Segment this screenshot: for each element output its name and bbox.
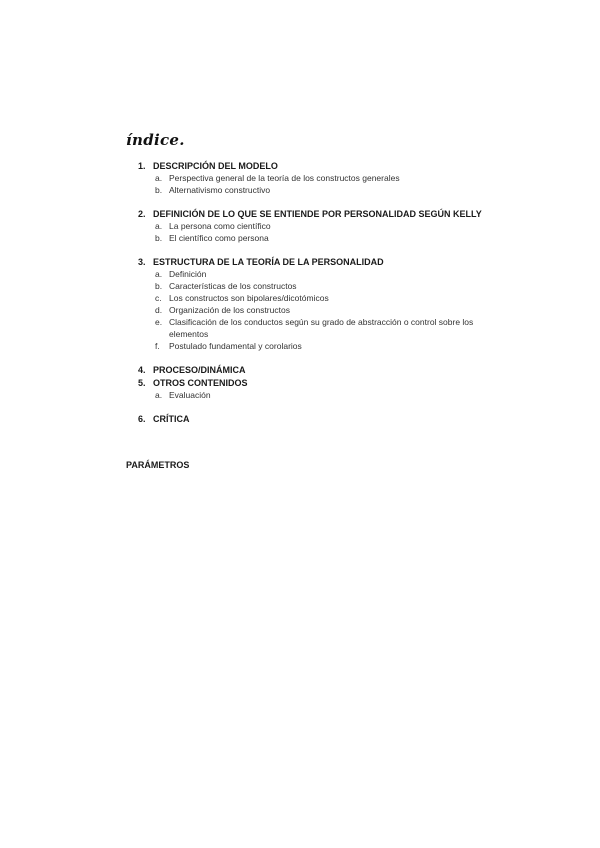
list-item [155, 292, 488, 304]
list-item [155, 304, 488, 316]
section-number: 5. [138, 378, 146, 388]
section-title: DEFINICIÓN DE LO QUE SE ENTIENDE POR PERSONALIDAD SEGÚN KELLY [153, 209, 482, 219]
list-item [155, 220, 488, 232]
section-number: 3. [138, 257, 146, 267]
list-item [155, 280, 488, 292]
item-text: La persona como científico [169, 221, 271, 231]
parameters-heading: PARÁMETROS [126, 460, 190, 470]
item-letter: d. [155, 305, 163, 315]
list-item [155, 268, 488, 280]
item-text: Postulado fundamental y corolarios [169, 341, 302, 351]
item-letter: b. [155, 281, 163, 291]
item-text: Los constructos son bipolares/dicotómicos [169, 293, 329, 303]
item-letter: e. [155, 317, 163, 327]
toc-section-4 [138, 364, 488, 376]
section-title: ESTRUCTURA DE LA TEORÍA DE LA PERSONALIDAD [153, 257, 384, 267]
item-letter: b. [155, 185, 163, 195]
section-title: OTROS CONTENIDOS [153, 378, 248, 388]
list-item [155, 184, 488, 196]
subsection-list [155, 172, 488, 196]
item-text: Clasificación de los conductos según su grado de abstracción o control sobre los elementos [169, 317, 474, 339]
toc-section-2 [138, 208, 488, 244]
item-text: El científico como persona [169, 233, 269, 243]
subsection-list [155, 389, 488, 401]
item-text: Perspectiva general de la teoría de los constructos generales [169, 173, 400, 183]
section-title: PROCESO/DINÁMICA [153, 365, 246, 375]
list-item [155, 340, 488, 352]
section-number: 6. [138, 414, 146, 424]
list-item [155, 232, 488, 244]
item-letter: a. [155, 173, 163, 183]
page-title: índice. [126, 131, 185, 149]
list-item [155, 389, 488, 401]
section-number: 4. [138, 365, 146, 375]
item-text: Definición [169, 269, 207, 279]
table-of-contents [138, 160, 488, 437]
section-title: DESCRIPCIÓN DEL MODELO [153, 161, 278, 171]
item-letter: f. [155, 341, 160, 351]
item-text: Alternativismo constructivo [169, 185, 271, 195]
section-number: 1. [138, 161, 146, 171]
item-letter: c. [155, 293, 162, 303]
item-text: Evaluación [169, 390, 211, 400]
subsection-list [155, 268, 488, 352]
subsection-list [155, 220, 488, 244]
item-letter: a. [155, 269, 163, 279]
item-letter: a. [155, 390, 163, 400]
toc-section-5 [138, 377, 488, 401]
section-title: CRÍTICA [153, 414, 190, 424]
section-number: 2. [138, 209, 146, 219]
item-text: Características de los constructos [169, 281, 297, 291]
item-letter: b. [155, 233, 163, 243]
item-text: Organización de los constructos [169, 305, 290, 315]
toc-section-1 [138, 160, 488, 196]
item-letter: a. [155, 221, 163, 231]
toc-section-6 [138, 413, 488, 425]
list-item [155, 316, 488, 340]
list-item [155, 172, 488, 184]
toc-section-3 [138, 256, 488, 352]
